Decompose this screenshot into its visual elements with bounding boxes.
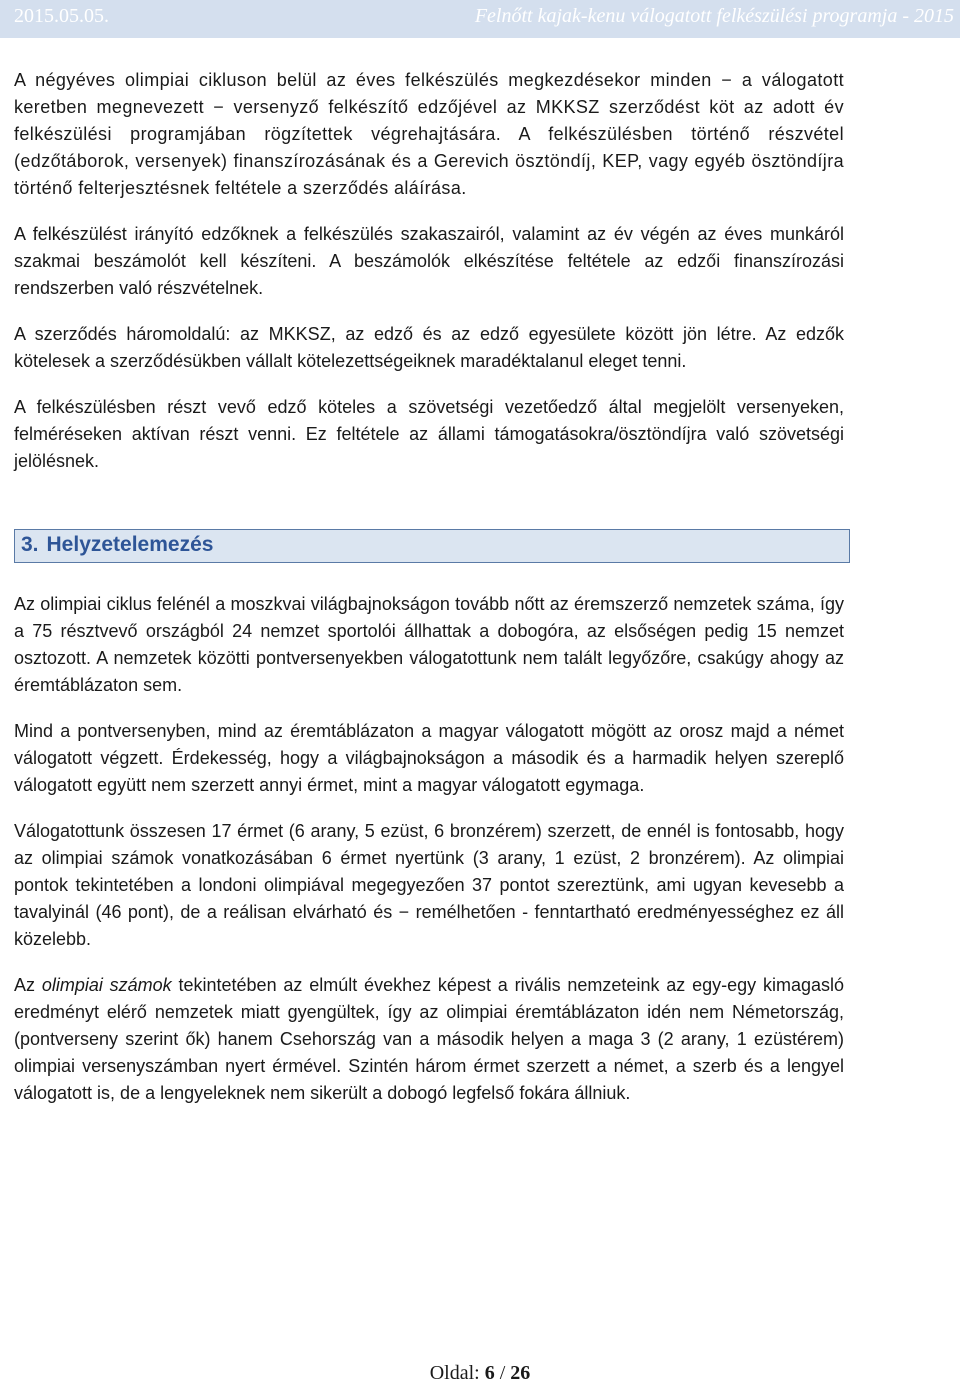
page-footer bbox=[0, 1362, 960, 1385]
page-label: Oldal: bbox=[429, 1362, 485, 1384]
total-pages: 26 bbox=[510, 1362, 531, 1384]
header-date: 2015.05.05. bbox=[14, 5, 109, 27]
section-heading bbox=[14, 529, 850, 563]
header-title: Felnőtt kajak-kenu válogatott felkészülési programja - 2015 bbox=[474, 5, 954, 27]
paragraph: Az olimpiai ciklus felénél a moszkvai világbajnokságon tovább nőtt az éremszerző nemzetek száma, így a 75 résztvevő országból 24 nemzet sportolói állhattak a dobogóra, az elsőségen pedig 15 nemzet osztozott. A nemzetek közötti pontversenyekben válogatottunk nem talált legyőzőre, csakúgy ahogy az éremtáblázaton sem. bbox=[14, 594, 844, 695]
paragraph: A szerződés háromoldalú: az MKKSZ, az edző és az edző egyesülete között jön létre. Az edzők kötelesek a szerződésükben vállalt kötelezettségeiknek maradéktalanul eleget tenni. bbox=[14, 324, 844, 371]
paragraph: Mind a pontversenyben, mind az éremtáblázaton a magyar válogatott mögött az orosz majd a német válogatott végzett. Érdekesség, hogy a világbajnokságon a második és a harmadik helyen szereplő válogatott együtt nem szerzett annyi érmet, mint a magyar válogatott egymaga. bbox=[14, 721, 844, 795]
paragraph bbox=[14, 972, 844, 1107]
paragraph: Válogatottunk összesen 17 érmet (6 arany, 5 ezüst, 6 bronzérem) szerzett, de ennél is fontosabb, hogy az olimpiai számok vonatkozásában 6 érmet nyertünk (3 arany, 1 ezüst, 2 bronzérem). Az olimpiai pontok tekintetében a londoni olimpiával megegyezően 37 pontot szereztünk, ami ugyan kevesebb a tavalyinál (46 pont), de a reálisan elvárható és − remélhetően - fenntartható eredményességhez ez áll közelebb. bbox=[14, 821, 844, 949]
paragraph: A felkészülésben részt vevő edző köteles a szövetségi vezetőedző által megjelölt versenyeken, felméréseken aktívan részt venni. Ez feltétele az állami támogatásokra/ösztöndíjra való szövetségi jelölésnek. bbox=[14, 397, 844, 471]
section-number: 3. bbox=[21, 533, 39, 556]
document-body bbox=[14, 67, 844, 1126]
current-page: 6 bbox=[484, 1362, 495, 1384]
paragraph-text: tekintetében az elmúlt évekhez képest a rivális nemzeteink az egy-egy kimagasló eredményt elérő nemzetek miatt gyengültek, így az olimpiai éremtáblázaton idén nem Németország, (pontverseny szerint ők) hanem Csehország van a második helyen a maga 3 (2 arany, 1 ezüstérem) olimpiai versenyszámban nyert érmével. Szintén három érmet szerzett a német, a szerb és a lengyel válogatott is, de a lengyeleknek nem sikerült a dobogó legfelső fokára állniuk. bbox=[14, 975, 844, 1103]
page-separator: / bbox=[494, 1362, 511, 1384]
paragraph: A felkészülést irányító edzőknek a felkészülés szakaszairól, valamint az év végén az éves munkáról szakmai beszámolót kell készíteni. A beszámolók elkészítése feltétele az edzői finanszírozási rendszerben való részvételnek. bbox=[14, 224, 844, 298]
section-title: Helyzetelemezés bbox=[46, 533, 214, 556]
paragraph-text: Az bbox=[14, 975, 42, 995]
paragraph: A négyéves olimpiai cikluson belül az éves felkészülés megkezdésekor minden − a válogatott keretben megnevezett − versenyző felkészítő edzőjével az MKKSZ szerződést köt az adott év felkészülési programjában rögzítettek végrehajtására. A felkészülésben történő részvétel (edzőtáborok, versenyek) finanszírozásának és a Gerevich ösztöndíj, KEP, vagy egyéb ösztöndíjra történő felterjesztésnek feltétele a szerződés aláírása. bbox=[14, 70, 844, 198]
emphasis-text: olimpiai számok bbox=[41, 975, 172, 995]
page-header bbox=[0, 0, 960, 38]
